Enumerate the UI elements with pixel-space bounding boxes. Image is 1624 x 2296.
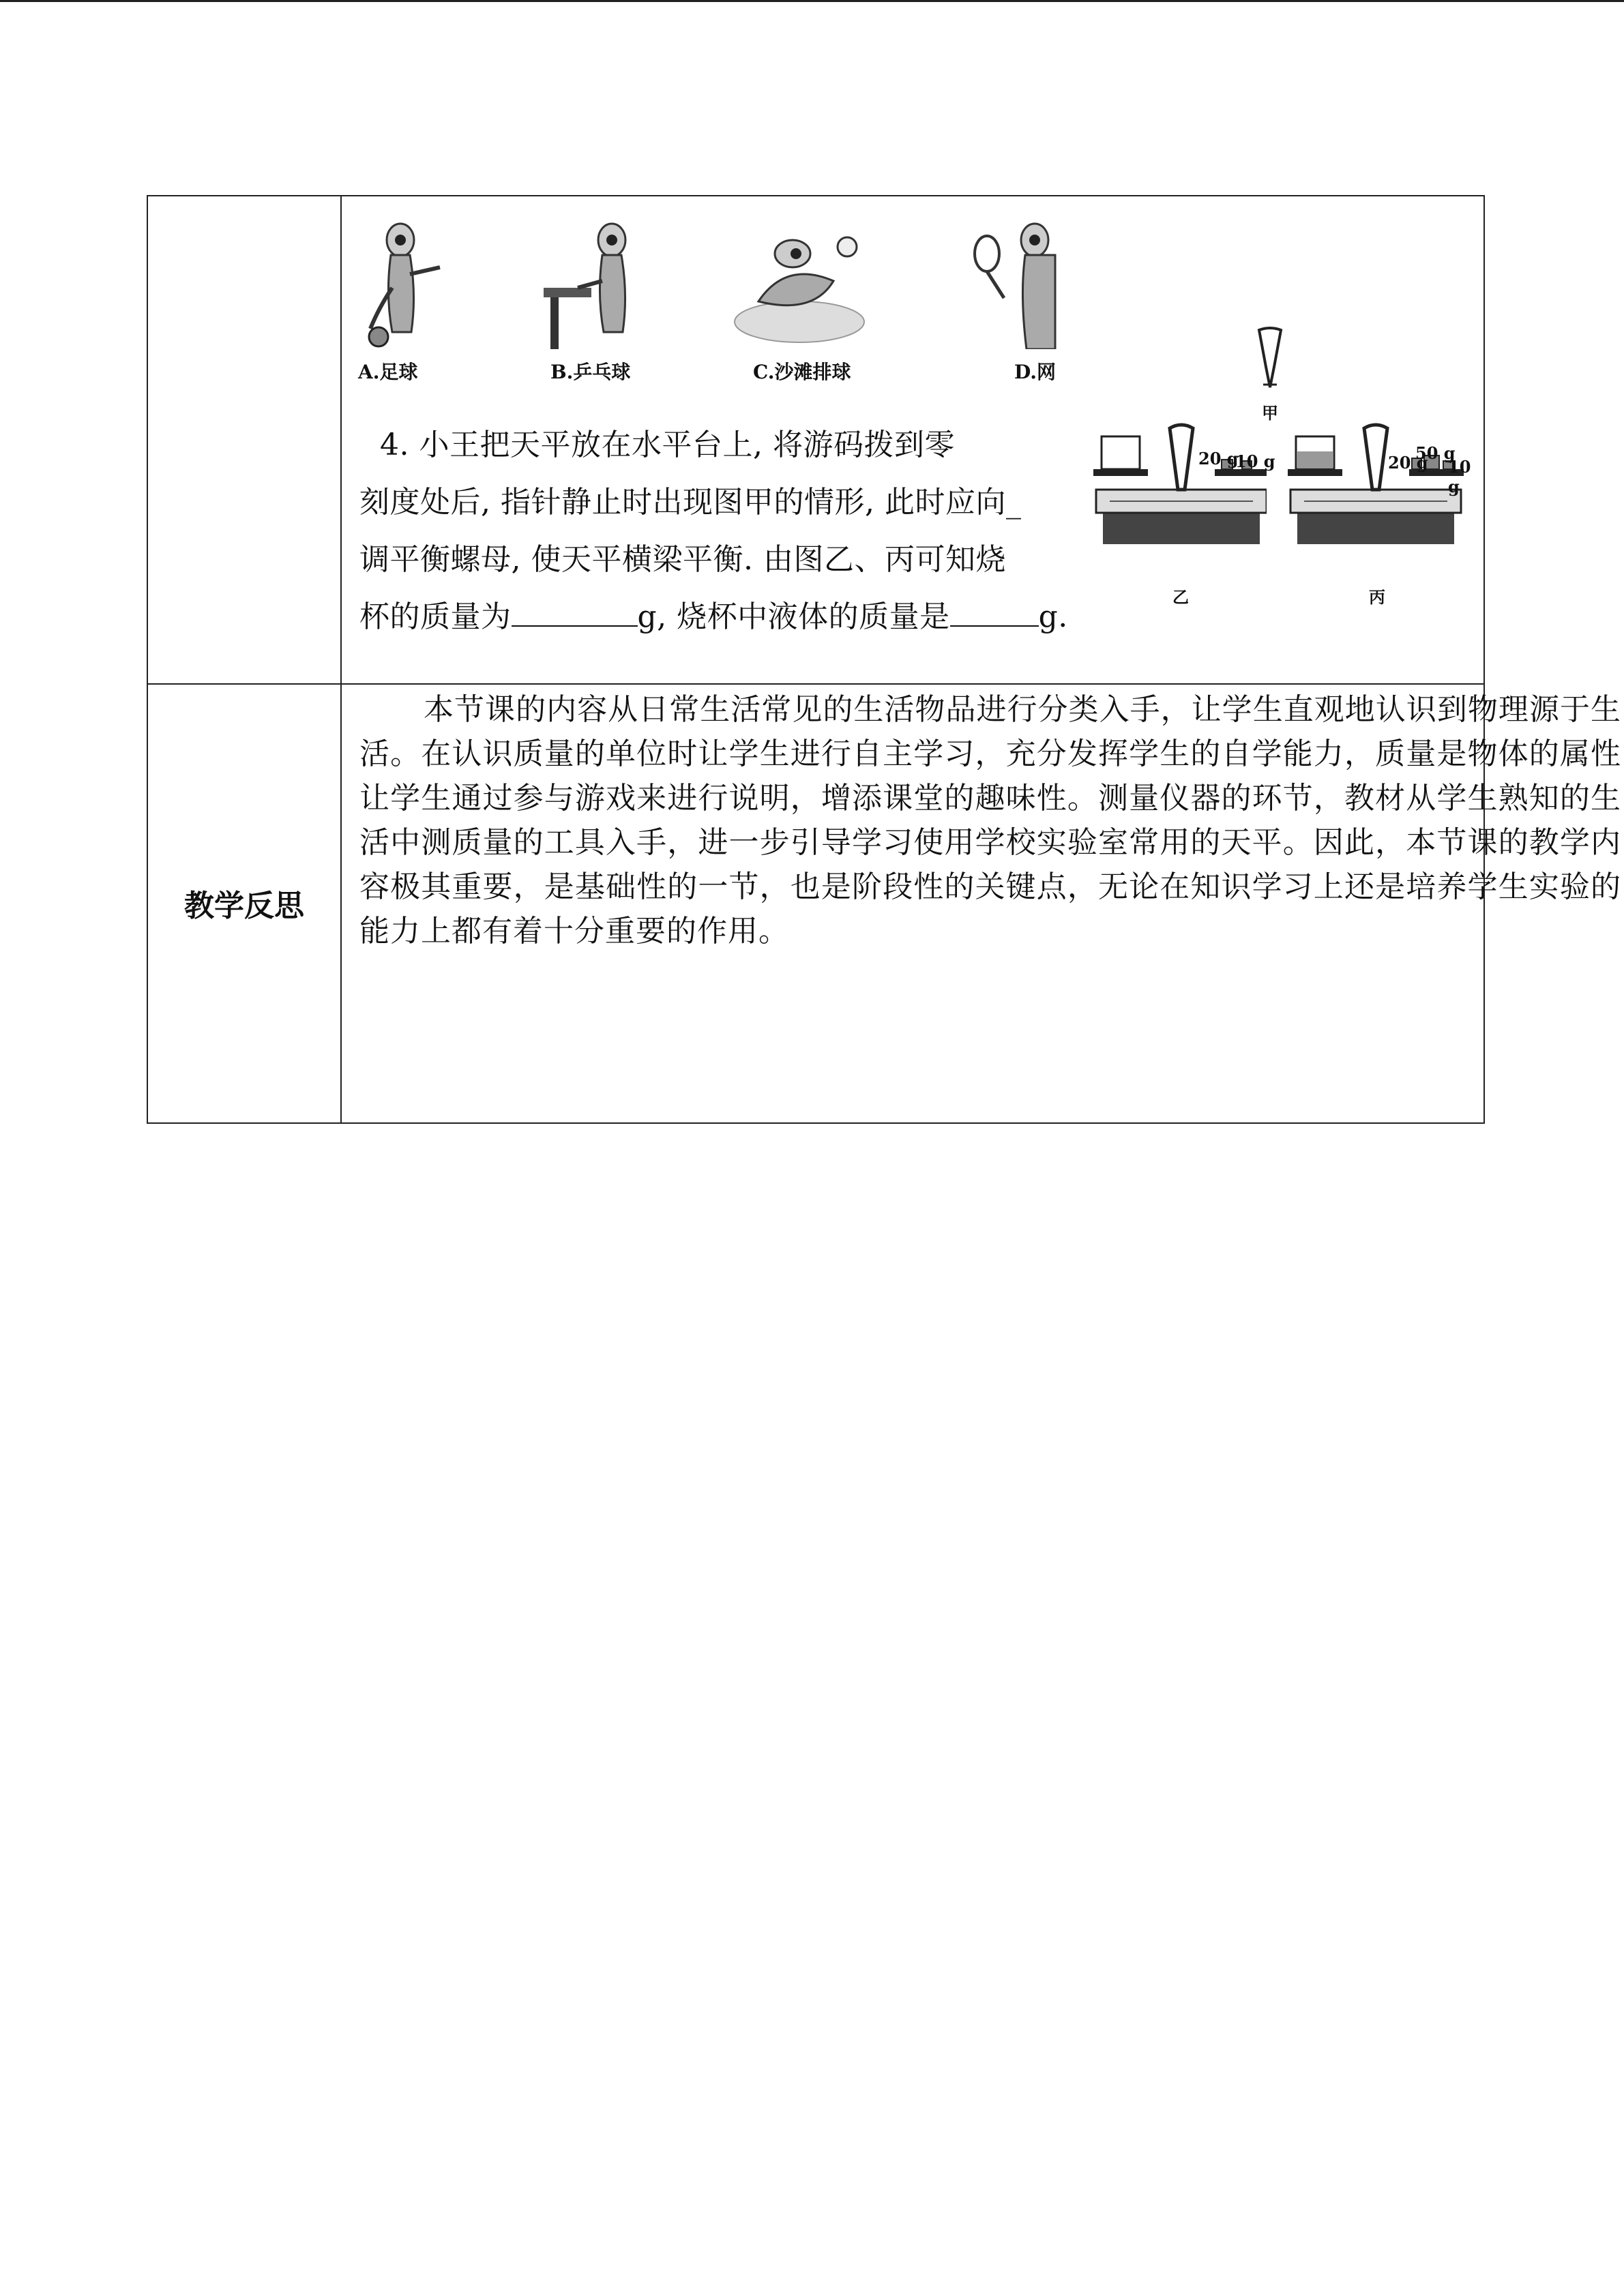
option-a-caption: A.足球 bbox=[358, 361, 418, 383]
figure-jia-label: 甲 bbox=[1262, 403, 1278, 423]
weight-label-bing-3: 10 g bbox=[1448, 457, 1471, 496]
mascot-beach-volleyball-image bbox=[731, 220, 868, 349]
reflection-text: 本节课的内容从日常生活常见的生活物品进行分类入手，让学生直观地认识到物理源于生活。在认识质量的单位时让学生进行自主学习，充分发挥学生的自学能力，质量是物体的属性让学生通过参与游戏来进行说明，增添课堂的趣味性。测量仪器的环节，教材从学生熟知的生活中测质量的工具入手，进一步引导学习使用学校实验室常用的天平。因此，本节课的教学内容极其重要，是基础性的一节，也是阶段性的关键点，无论在知识学习上还是培养学生实验的能力上都有着十分重要的作用。 bbox=[359, 692, 1621, 949]
question-line-4: 杯的质量为 g, 烧杯中液体的质量是 g. bbox=[359, 599, 1068, 634]
liquid-mass-blank[interactable] bbox=[950, 602, 1039, 627]
figure-bing-label: 丙 bbox=[1369, 587, 1385, 607]
mascot-football-image bbox=[358, 220, 454, 349]
option-d-caption: D.网 bbox=[1014, 361, 1057, 383]
question-line-3: 调平衡螺母, 使天平横梁平衡. 由图乙、丙可知烧 bbox=[359, 542, 1006, 577]
option-c-caption: C.沙滩排球 bbox=[753, 361, 851, 383]
weight-label-yi-2: 10 g bbox=[1235, 451, 1275, 471]
question-line-1: 4. 小王把天平放在水平台上, 将游码拨到零 bbox=[380, 428, 955, 462]
figure-yi-label: 乙 bbox=[1172, 587, 1189, 607]
weight-label-bing-1: 20 g bbox=[1388, 453, 1428, 473]
page-top-border bbox=[0, 0, 1624, 2]
weight-label-yi-1: 20 g bbox=[1198, 449, 1239, 468]
reflection-label: 教学反思 bbox=[184, 889, 304, 923]
balance-yi-image bbox=[1089, 421, 1267, 565]
weight-label-bing-2: 50 g bbox=[1415, 443, 1456, 463]
mascot-tennis-image bbox=[966, 220, 1062, 349]
row-divider bbox=[148, 683, 1483, 685]
mascot-table-tennis-image bbox=[544, 220, 653, 349]
pointer-jia-image bbox=[1250, 326, 1290, 401]
question-line-2: 刻度处后, 指针静止时出现图甲的情形, 此时应向_ bbox=[359, 485, 1022, 520]
option-b-caption: B.乒乓球 bbox=[550, 361, 631, 383]
column-divider bbox=[340, 196, 342, 1122]
lesson-table bbox=[147, 195, 1621, 1124]
beaker-mass-blank[interactable] bbox=[512, 602, 638, 627]
